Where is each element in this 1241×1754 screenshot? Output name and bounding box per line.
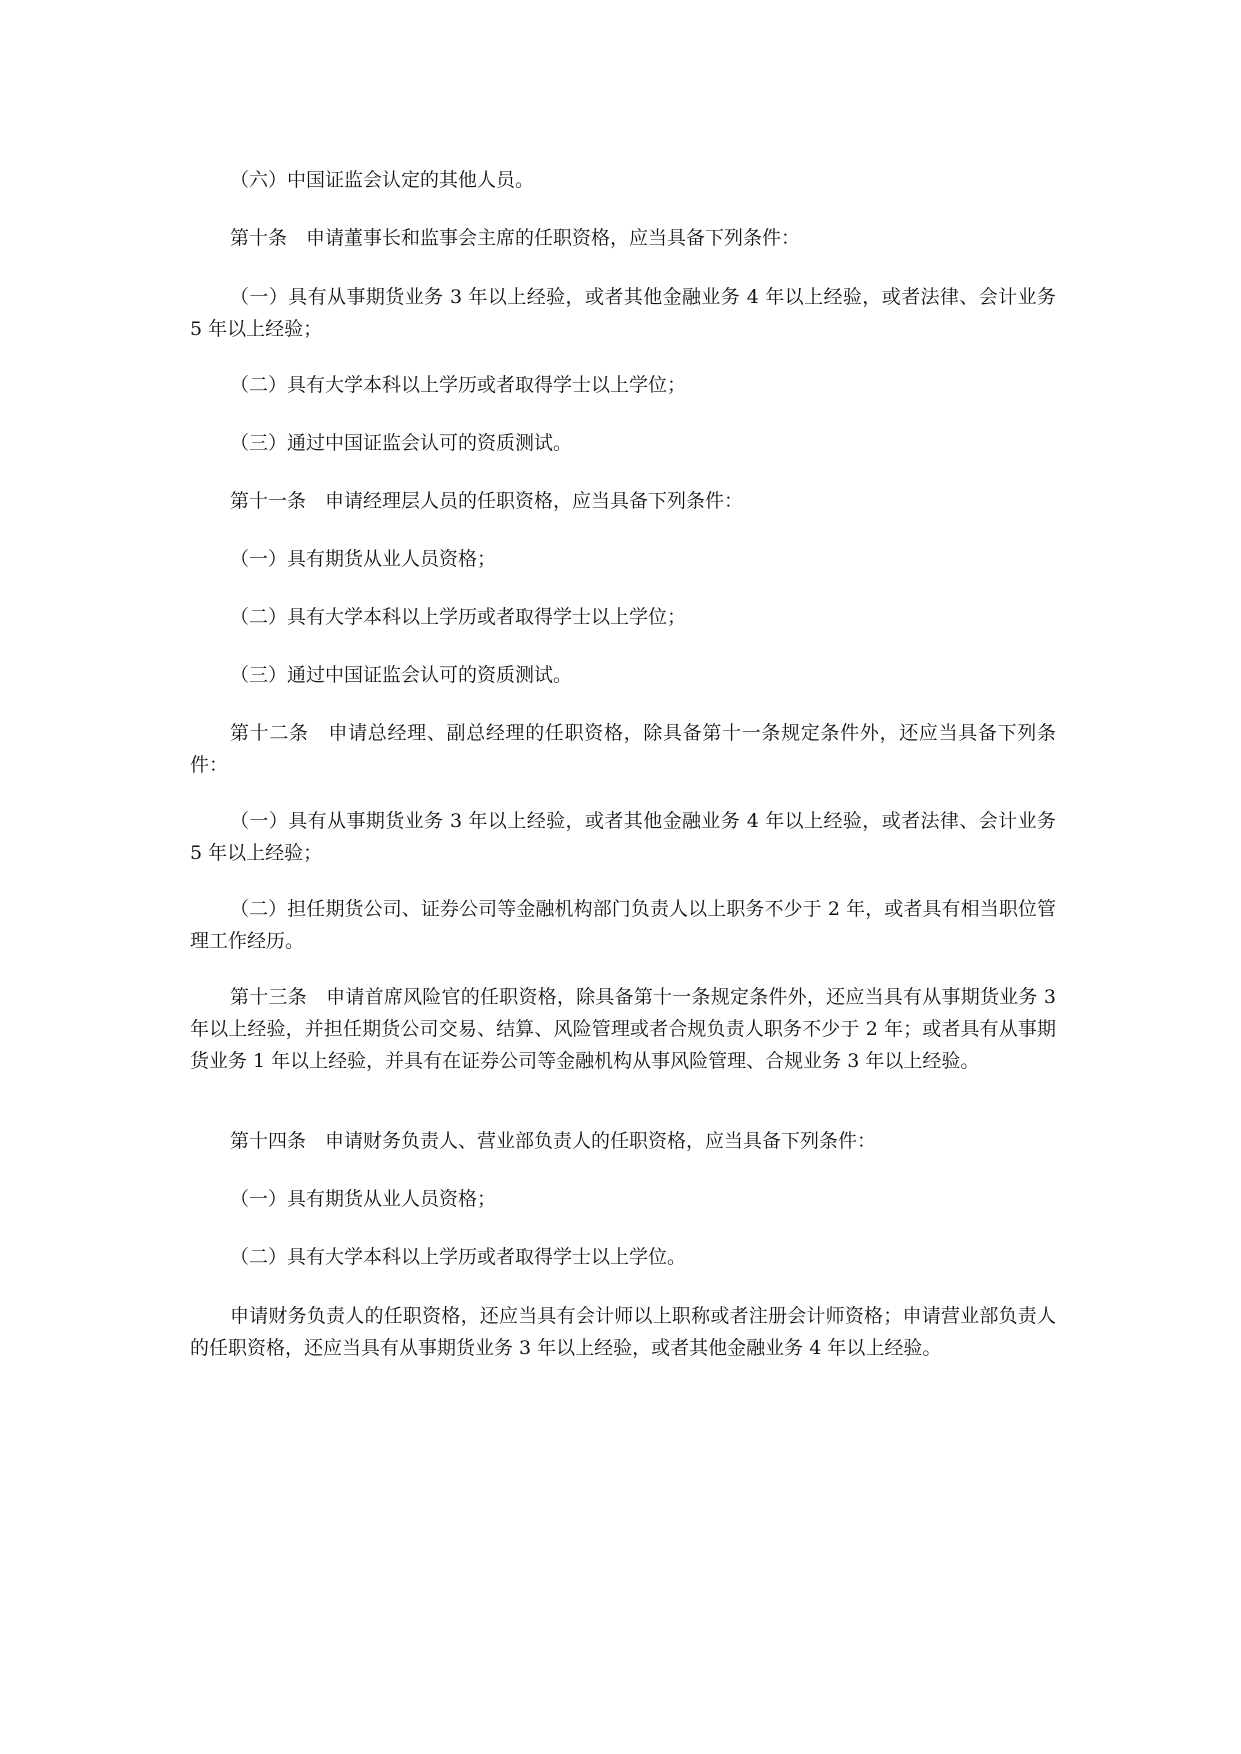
article-11-item-3: （三）通过中国证监会认可的资质测试。 [230, 664, 573, 686]
article-12-item-1: （一）具有从事期货业务 3 年以上经验，或者其他金融业务 4 年以上经验，或者法律、会计业务 5 年以上经验； [190, 810, 1056, 864]
article-14-item-2: （二）具有大学本科以上学历或者取得学士以上学位。 [230, 1246, 687, 1268]
article-10-item-3: （三）通过中国证监会认可的资质测试。 [230, 432, 573, 454]
article-10-item-1: （一）具有从事期货业务 3 年以上经验，或者其他金融业务 4 年以上经验，或者法律、会计业务 5 年以上经验； [190, 286, 1056, 340]
article-11-item-2: （二）具有大学本科以上学历或者取得学士以上学位； [230, 606, 687, 628]
article-13-paragraph: 第十三条 申请首席风险官的任职资格，除具备第十一条规定条件外，还应当具有从事期货业务 3 年以上经验，并担任期货公司交易、结算、风险管理或者合规负责人职务不少于 2 年；或者具有从事期货业务 1 年以上经验，并具有在证券公司等金融机构从事风险管理、合规业务 3 年以上经验。 [190, 986, 1056, 1072]
article-10-heading: 第十条 申请董事长和监事会主席的任职资格，应当具备下列条件： [230, 227, 801, 249]
article-10-item-2: （二）具有大学本科以上学历或者取得学士以上学位； [230, 374, 687, 396]
article-12-item-2: （二）担任期货公司、证券公司等金融机构部门负责人以上职务不少于 2 年，或者具有相当职位管理工作经历。 [190, 898, 1056, 952]
article-14-supplement: 申请财务负责人的任职资格，还应当具有会计师以上职称或者注册会计师资格；申请营业部负责人的任职资格，还应当具有从事期货业务 3 年以上经验，或者其他金融业务 4 年以上经验。 [190, 1305, 1056, 1359]
article-14-heading: 第十四条 申请财务负责人、营业部负责人的任职资格，应当具备下列条件： [230, 1130, 877, 1152]
article-11-item-1: （一）具有期货从业人员资格； [230, 548, 497, 570]
article-11-heading: 第十一条 申请经理层人员的任职资格，应当具备下列条件： [230, 490, 744, 512]
article-14-item-1: （一）具有期货从业人员资格； [230, 1188, 497, 1210]
paragraph-item-6: （六）中国证监会认定的其他人员。 [230, 169, 535, 191]
article-12-heading: 第十二条 申请总经理、副总经理的任职资格，除具备第十一条规定条件外，还应当具备下列条件： [190, 722, 1056, 776]
